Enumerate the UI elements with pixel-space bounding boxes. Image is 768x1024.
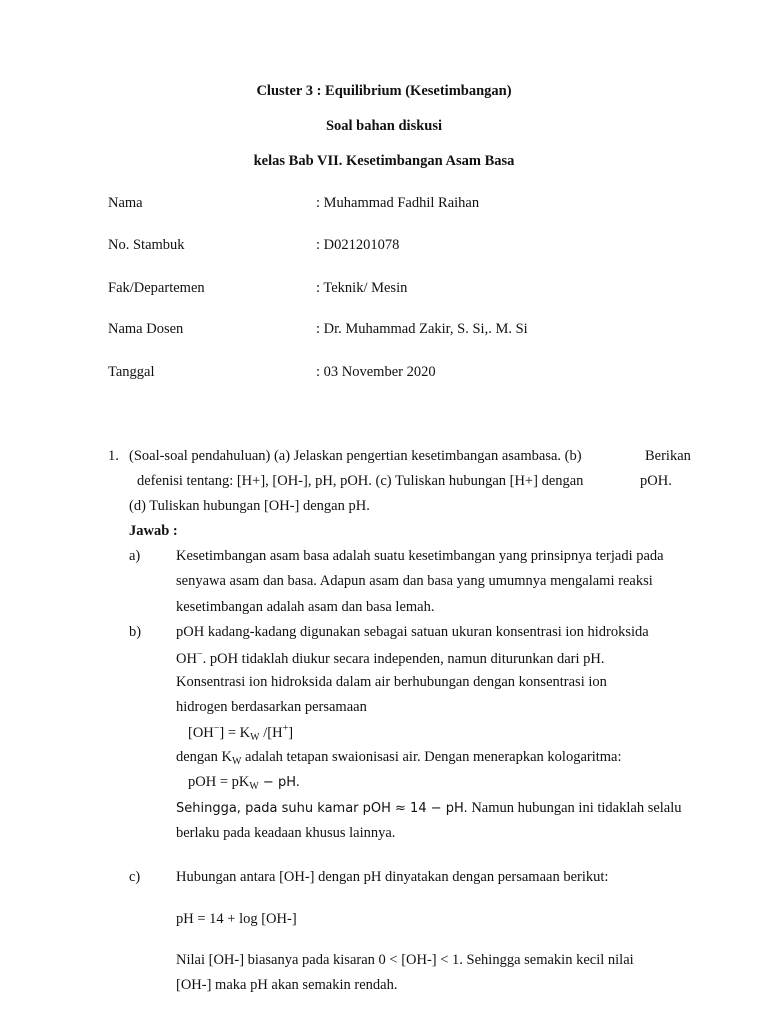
answer-b-marker: b): [129, 624, 142, 640]
answer-c-line-1: Hubungan antara [OH-] dengan pH dinyatakan dengan persamaan berikut:: [176, 869, 609, 885]
answer-c-marker: c): [129, 869, 141, 885]
info-label-departemen: Fak/Departemen: [108, 280, 205, 296]
document-subtitle: Soal bahan diskusi: [325, 118, 443, 134]
info-value-dosen: : Dr. Muhammad Zakir, S. Si,. M. Si: [316, 321, 528, 337]
chapter-title: kelas Bab VII. Kesetimbangan Asam Basa: [253, 153, 515, 169]
equation-oh-kw: $[OH^-] = K_W$ /[H+]: [188, 723, 294, 743]
answer-b-line-5: dengan $K_W$ adalah tetapan swaionisasi air. Dengan menerapkan kologaritma:: [176, 749, 622, 767]
equation-poh: pOH = $pK_W$ − pH.: [188, 774, 300, 792]
question-line-1: (Soal-soal pendahuluan) (a) Jelaskan pengertian kesetimbangan asambasa. (b): [129, 448, 582, 464]
question-line-1-end: Berikan: [645, 448, 691, 464]
answer-heading: Jawab :: [129, 523, 178, 539]
info-label-dosen: Nama Dosen: [108, 321, 184, 337]
answer-b-line-2: OH−. pOH tidaklah diukur secara independen, namun diturunkan dari pH.: [176, 649, 605, 667]
answer-b-line-3: Konsentrasi ion hidroksida dalam air berhubungan dengan konsentrasi ion: [176, 674, 607, 690]
info-value-stambuk: : D021201078: [316, 237, 400, 253]
question-line-2: defenisi tentang: [H+], [OH-], pH, pOH. (c) Tuliskan hubungan [H+] dengan: [137, 473, 584, 489]
answer-b-line-6: Sehingga, pada suhu kamar pOH ≈ 14 − pH. Namun hubungan ini tidaklah selalu: [176, 800, 682, 816]
question-line-2-end: pOH.: [640, 473, 672, 489]
info-label-tanggal: Tanggal: [108, 364, 155, 380]
info-label-nama: Nama: [108, 195, 143, 211]
answer-a-marker: a): [129, 548, 141, 564]
question-line-3: (d) Tuliskan hubungan [OH-] dengan pH.: [129, 498, 370, 514]
answer-b-line-7: berlaku pada keadaan khusus lainnya.: [176, 825, 396, 841]
equation-ph: pH = 14 + log [OH-]: [176, 911, 297, 927]
answer-b-line-1: pOH kadang-kadang digunakan sebagai satuan ukuran konsentrasi ion hidroksida: [176, 624, 649, 640]
answer-c-line-3: [OH-] maka pH akan semakin rendah.: [176, 977, 398, 993]
answer-c-line-2: Nilai [OH-] biasanya pada kisaran 0 < [OH-] < 1. Sehingga semakin kecil nilai: [176, 952, 634, 968]
info-value-tanggal: : 03 November 2020: [316, 364, 436, 380]
answer-b-line-4: hidrogen berdasarkan persamaan: [176, 699, 367, 715]
question-number: 1.: [108, 448, 119, 464]
answer-a-line-2: senyawa asam dan basa. Adapun asam dan basa yang umumnya mengalami reaksi: [176, 573, 653, 589]
document-title: Cluster 3 : Equilibrium (Kesetimbangan): [256, 83, 512, 99]
answer-a-line-1: Kesetimbangan asam basa adalah suatu kesetimbangan yang prinsipnya terjadi pada: [176, 548, 664, 564]
info-value-nama: : Muhammad Fadhil Raihan: [316, 195, 480, 211]
answer-a-line-3: kesetimbangan adalah asam dan basa lemah.: [176, 599, 435, 615]
info-value-departemen: : Teknik/ Mesin: [316, 280, 408, 296]
info-label-stambuk: No. Stambuk: [108, 237, 185, 253]
